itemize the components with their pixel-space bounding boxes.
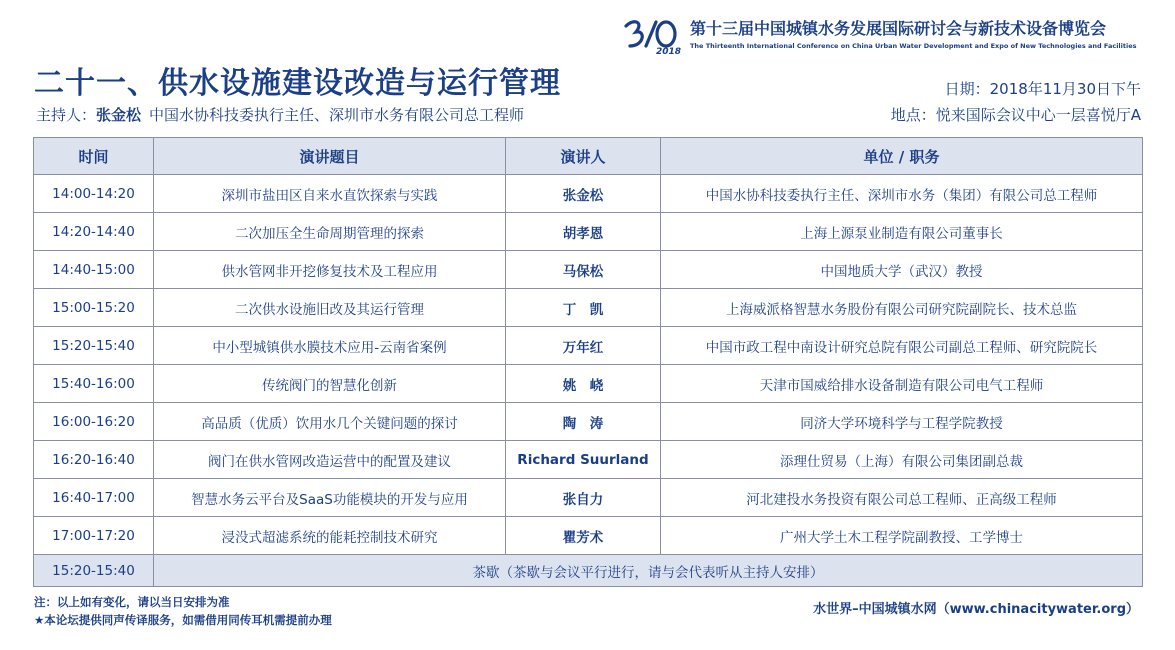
cell-time: 14:00-14:20: [34, 175, 154, 213]
table-row: [34, 441, 1143, 479]
cell-affiliation: 中国水协科技委执行主任、深圳市水务（集团）有限公司总工程师: [661, 175, 1143, 213]
cell-speaker: Richard Suurland: [506, 441, 661, 479]
cell-affiliation: 中国地质大学（武汉）教授: [661, 251, 1143, 289]
break-text: 茶歇（茶歇与会议平行进行，请与会代表听从主持人安排）: [154, 555, 1143, 587]
cell-speaker: 陶 涛: [506, 403, 661, 441]
cell-speaker: 姚 峣: [506, 365, 661, 403]
cell-topic: 浸没式超滤系统的能耗控制技术研究: [154, 517, 506, 555]
cell-topic: 中小型城镇供水膜技术应用-云南省案例: [154, 327, 506, 365]
cell-topic: 高品质（优质）饮用水几个关键问题的探讨: [154, 403, 506, 441]
table-row: [34, 517, 1143, 555]
cell-affiliation: 广州大学土木工程学院副教授、工学博士: [661, 517, 1143, 555]
note-interpretation: ★本论坛提供同声传译服务，如需借用同传耳机需提前办理: [34, 613, 332, 627]
schedule-table: [33, 137, 1143, 587]
conference-title-cn: 第十三届中国城镇水务发展国际研讨会与新技术设备博览会: [690, 19, 1107, 38]
table-row: [34, 251, 1143, 289]
cell-time: 14:20-14:40: [34, 213, 154, 251]
table-row: [34, 289, 1143, 327]
session-venue: 地点：悦来国际会议中心一层喜悦厅A: [890, 106, 1141, 124]
header-speaker: 演讲人: [506, 138, 661, 175]
cell-topic: 二次加压全生命周期管理的探索: [154, 213, 506, 251]
session-date: 日期：2018年11月30日下午: [944, 80, 1141, 98]
cell-topic: 智慧水务云平台及SaaS功能模块的开发与应用: [154, 479, 506, 517]
cell-time: 14:40-15:00: [34, 251, 154, 289]
cell-affiliation: 河北建投水务投资有限公司总工程师、正高级工程师: [661, 479, 1143, 517]
header-topic: 演讲题目: [154, 138, 506, 175]
table-row: [34, 479, 1143, 517]
header-affiliation: 单位 / 职务: [661, 138, 1143, 175]
cell-speaker: 胡孝恩: [506, 213, 661, 251]
cell-topic: 二次供水设施旧改及其运行管理: [154, 289, 506, 327]
table-row: [34, 403, 1143, 441]
tea-break-row: [34, 555, 1143, 587]
cell-time: 16:40-17:00: [34, 479, 154, 517]
cell-topic: 供水管网非开挖修复技术及工程应用: [154, 251, 506, 289]
cell-speaker: 马保松: [506, 251, 661, 289]
website-credit: 水世界–中国城镇水网（www.chinacitywater.org）: [813, 602, 1139, 617]
logo-year: 2018: [656, 47, 682, 56]
host-label: 主持人：: [36, 106, 97, 124]
cell-time: 15:40-16:00: [34, 365, 154, 403]
cell-topic: 传统阀门的智慧化创新: [154, 365, 506, 403]
break-time: 15:20-15:40: [34, 555, 154, 587]
cell-topic: 阀门在供水管网改造运营中的配置及建议: [154, 441, 506, 479]
conference-title-en: The Thirteenth International Conference on China Urban Water Development and Expo of New Technologies and Facilities: [690, 42, 1137, 50]
cell-affiliation: 上海威派格智慧水务股份有限公司研究院副院长、技术总监: [661, 289, 1143, 327]
cell-topic: 深圳市盐田区自来水直饮探索与实践: [154, 175, 506, 213]
cell-speaker: 丁 凯: [506, 289, 661, 327]
cell-time: 15:00-15:20: [34, 289, 154, 327]
cell-affiliation: 天津市国威给排水设备制造有限公司电气工程师: [661, 365, 1143, 403]
conference-logo: [622, 16, 684, 56]
cell-speaker: 瞿芳术: [506, 517, 661, 555]
host-title: 中国水协科技委执行主任、深圳市水务有限公司总工程师: [149, 106, 525, 124]
cell-speaker: 张自力: [506, 479, 661, 517]
cell-speaker: 张金松: [506, 175, 661, 213]
cell-speaker: 万年红: [506, 327, 661, 365]
session-title: 二十一、供水设施建设改造与运行管理: [34, 66, 561, 101]
note-changes: 注：以上如有变化，请以当日安排为准: [34, 595, 230, 609]
session-host: [36, 104, 524, 125]
cell-affiliation: 添理仕贸易（上海）有限公司集团副总裁: [661, 441, 1143, 479]
cell-affiliation: 同济大学环境科学与工程学院教授: [661, 403, 1143, 441]
schedule-body: [34, 175, 1143, 587]
header-time: 时间: [34, 138, 154, 175]
table-row: [34, 327, 1143, 365]
cell-time: 17:00-17:20: [34, 517, 154, 555]
cell-time: 15:20-15:40: [34, 327, 154, 365]
host-name: 张金松: [96, 106, 142, 124]
table-row: [34, 365, 1143, 403]
cell-affiliation: 中国市政工程中南设计研究总院有限公司副总工程师、研究院院长: [661, 327, 1143, 365]
cell-affiliation: 上海上源泵业制造有限公司董事长: [661, 213, 1143, 251]
cell-time: 16:20-16:40: [34, 441, 154, 479]
table-row: [34, 175, 1143, 213]
cell-time: 16:00-16:20: [34, 403, 154, 441]
table-header-row: [34, 138, 1143, 175]
table-row: [34, 213, 1143, 251]
